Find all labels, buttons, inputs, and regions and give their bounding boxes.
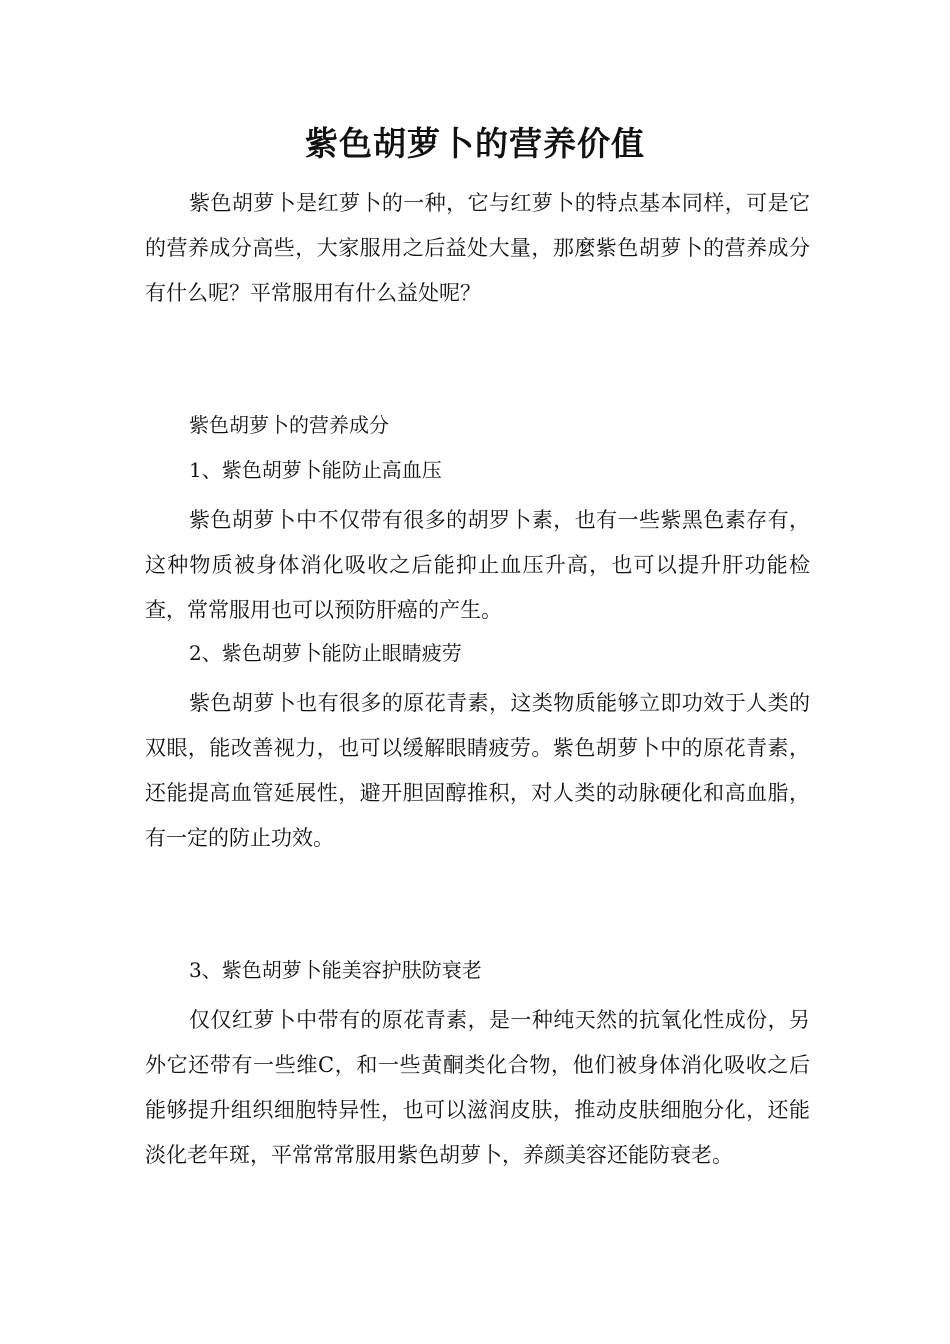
item-3-body: 仅仅红萝卜中带有的原花青素，是一种纯天然的抗氧化性成份，另外它还带有一些维C，和一些黄酮类化合物，他们被身体消化吸收之后能够提升组织细胞特异性，也可以滋润皮肤，推动皮肤细胞分化，还能淡化老年斑，平常常常服用紫色胡萝卜，养颜美容还能防衰老。 <box>145 1008 810 1167</box>
item-3-heading: 3、紫色胡萝卜能美容护肤防衰老 <box>189 958 482 982</box>
section-heading: 紫色胡萝卜的营养成分 <box>189 413 389 437</box>
document-title: 紫色胡萝卜的营养价值 <box>305 124 645 163</box>
item-2-body: 紫色胡萝卜也有很多的原花青素，这类物质能够立即功效于人类的双眼，能改善视力，也可以缓解眼睛疲劳。紫色胡萝卜中的原花青素，还能提高血管延展性，避开胆固醇推积，对人类的动脉硬化和高血脂，有一定的防止功效。 <box>145 691 810 850</box>
item-1-body: 紫色胡萝卜中不仅带有很多的胡罗卜素，也有一些紫黑色素存有，这种物质被身体消化吸收之后能抑止血压升高，也可以提升肝功能检查，常常服用也可以预防肝癌的产生。 <box>145 508 810 622</box>
item-2-heading: 2、紫色胡萝卜能防止眼睛疲劳 <box>189 641 462 665</box>
intro-paragraph: 紫色胡萝卜是红萝卜的一种，它与红萝卜的特点基本同样，可是它的营养成分高些，大家服用之后益处大量，那麼紫色胡萝卜的营养成分有什么呢？平常服用有什么益处呢？ <box>145 191 810 305</box>
item-1-heading: 1、紫色胡萝卜能防止高血压 <box>189 458 442 482</box>
